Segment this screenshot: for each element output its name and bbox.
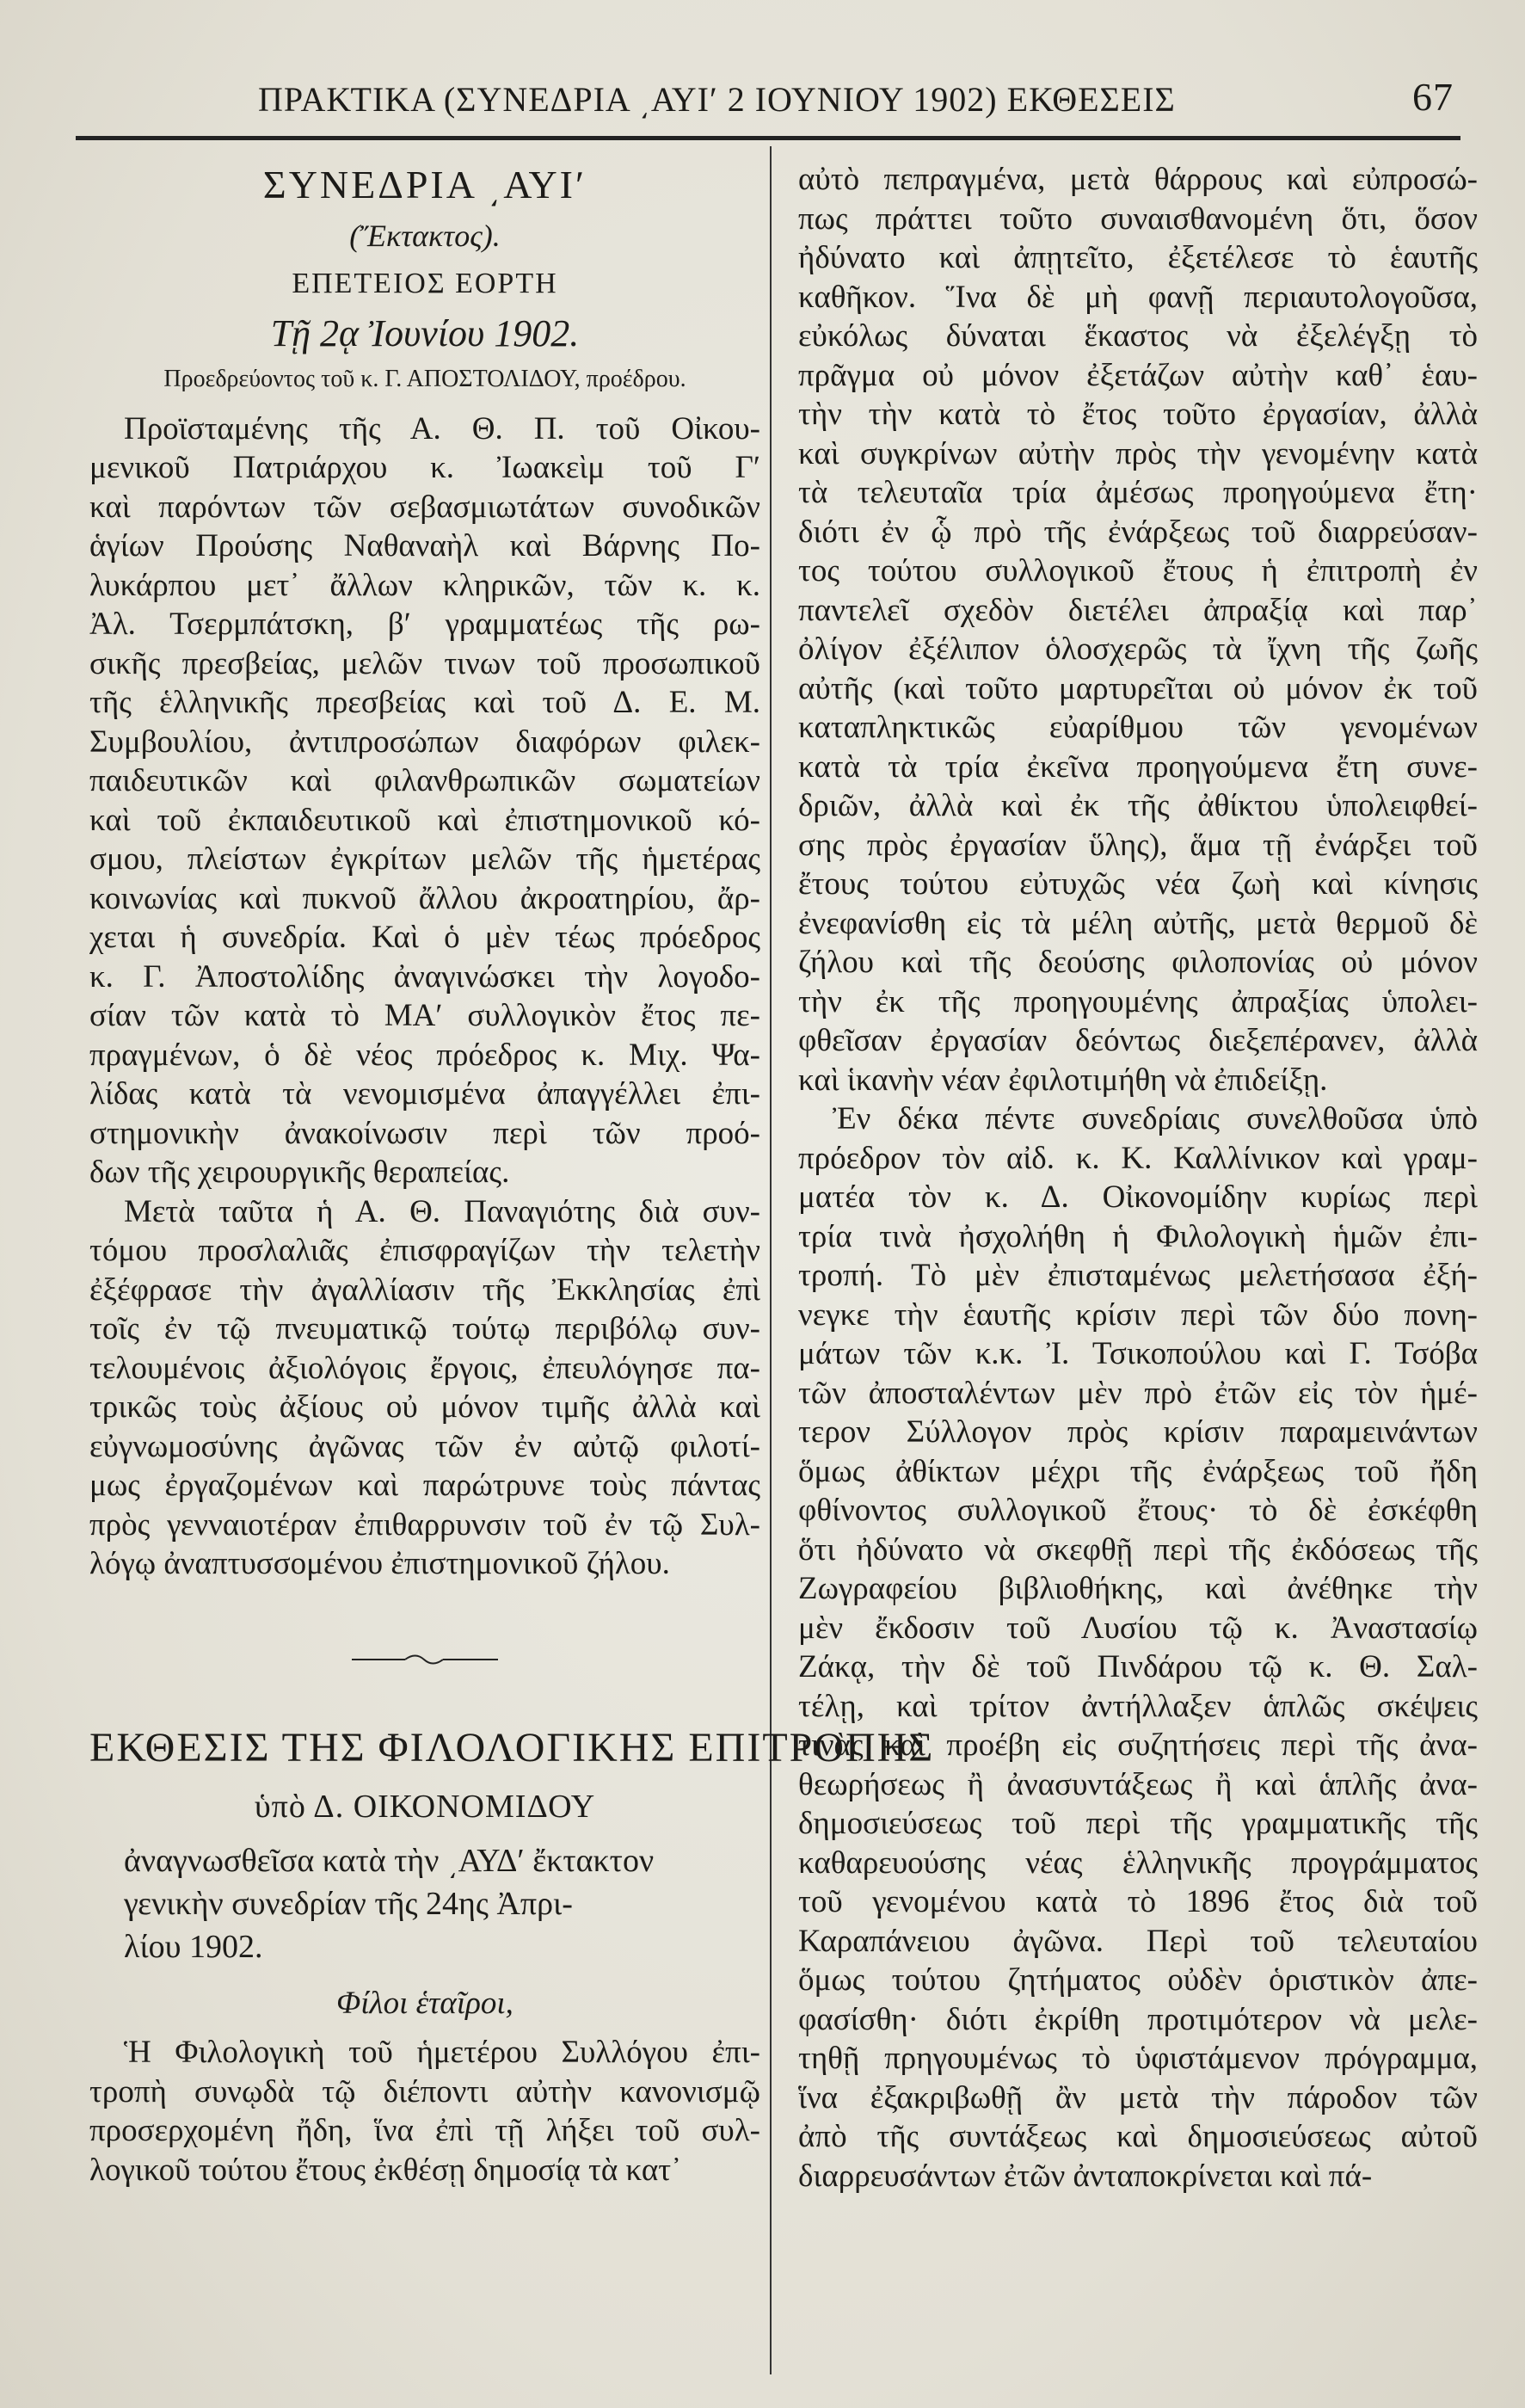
text-line: παντελεῖ σχεδὸν διετέλει ἀπραξίᾳ καὶ παρ᾿ [798, 592, 1478, 628]
report-read-note [89, 1839, 760, 1968]
text-line: πρὸς γενναιοτέραν ἐπιθαρρυνσιν τοῦ ἐν τῷ Συλ- [89, 1506, 760, 1543]
text-line: ματέα τὸν κ. Δ. Οἰκονομίδην κυρίως περὶ [798, 1179, 1478, 1215]
page-number: 67 [1412, 75, 1454, 119]
text-line: πρόεδρον τὸν αἰδ. κ. Κ. Καλλίνικον καὶ γραμ- [798, 1140, 1478, 1176]
text-line: ὅτι ἠδύνατο νὰ σκεφθῇ περὶ τῆς ἐκδόσεως τῆς [798, 1531, 1478, 1567]
text-line: καὶ παρόντων τῶν σεβασμιωτάτων συνοδικῶν [89, 489, 760, 525]
text-line: τέλῃ, καὶ τρίτον ἀντήλλαξεν ἁπλῶς σκέψεις [798, 1688, 1478, 1724]
text-line: Ἐν δέκα πέντε συνεδρίαις συνελθοῦσα ὑπὸ [833, 1101, 1478, 1136]
text-line: καὶ συγκρίνων αὐτὴν πρὸς τὴν γενομένην κατὰ [798, 435, 1478, 471]
header-rule [76, 136, 1460, 140]
text-line: τῆς ἑλληνικῆς πρεσβείας καὶ τοῦ Δ. Ε. Μ. [89, 685, 760, 720]
text-line: καὶ ἱκανὴν νέαν ἐφιλοτιμήθη νὰ ἐπιδείξῃ. [798, 1062, 1328, 1098]
read-note-line: ἀναγνωσθεῖσα κατὰ τὴν ͵ΑΥΔʹ ἔκτακτον [124, 1842, 655, 1879]
text-line: Ἀλ. Τσερμπάτσκη, βʹ γραμματέως τῆς ρω- [89, 607, 760, 642]
text-line: καθῆκον. Ἵνα δὲ μὴ φανῇ περιαυτολογοῦσα, [798, 279, 1478, 315]
text-line: ἀπὸ τῆς συντάξεως καὶ δημοσιεύσεως αὐτοῦ [798, 2119, 1478, 2154]
text-line: τόμου προσλαλιᾶς ἐπισφραγίζων τὴν τελετὴν [89, 1233, 760, 1268]
text-line: Καραπάνειου ἀγῶνα. Περὶ τοῦ τελευταίου [798, 1923, 1478, 1959]
text-line: τρικῶς τοὺς ἀξίους οὐ μόνον τιμῆς ἀλλὰ καὶ [89, 1389, 760, 1425]
text-line: τροπὴ συνῳδὰ τῷ διέποντι αὐτὴν κανονισμῷ [89, 2073, 760, 2109]
right-column [798, 160, 1478, 2196]
text-line: ὀλίγον ἐξέλιπον ὁλοσχερῶς τὰ ἴχνη τῆς ζωῆς [798, 631, 1478, 667]
text-line: τοῦ γενομένου κατὰ τὸ 1896 ἔτος διὰ τοῦ [798, 1884, 1478, 1919]
text-line: τὴν τὴν κατὰ τὸ ἔτος τοῦτο ἐργασίαν, ἀλλὰ [798, 397, 1478, 432]
text-line: στημονικὴν ἀνακοίνωσιν περὶ τῶν προό- [89, 1115, 760, 1151]
session-title: ΣΥΝΕΔΡΙΑ ͵ΑΥΙʹ [262, 163, 587, 206]
report-body [89, 2033, 760, 2189]
text-line: ἵνα ἐξακριβωθῇ ἂν μετὰ τὴν πάροδον τῶν [798, 2079, 1478, 2115]
session-feast: ΕΠΕΤΕΙΟΣ ΕΟΡΤΗ [292, 268, 558, 299]
report-author: ὑπὸ Δ. ΟΙΚΟΝΟΜΙΔΟΥ [254, 1789, 596, 1825]
text-line: καθαρευούσης νέας ἑλληνικῆς προγράμματος [798, 1844, 1478, 1881]
text-line: τὰ τελευταῖα τρία ἀμέσως προηγούμενα ἔτη· [798, 475, 1478, 510]
text-line: ὅμως τούτου ζητήματος οὐδὲν ὁριστικὸν ἀπε- [798, 1962, 1478, 1998]
text-line: κοινωνίας καὶ πυκνοῦ ἄλλου ἀκροατηρίου, ἄρ- [89, 880, 760, 916]
text-line: προσερχομένη ἤδη, ἵνα ἐπὶ τῇ λήξει τοῦ συλ- [89, 2113, 760, 2148]
text-line: ἠδύνατο καὶ ἀπῃτεῖτο, ἐξετέλεσε τὸ ἑαυτῆς [798, 240, 1478, 275]
text-line: Ζωγραφείου βιβλιοθήκης, καὶ ἀνέθηκε τὴν [798, 1571, 1478, 1606]
text-line: Ζάκᾳ, τὴν δὲ τοῦ Πινδάρου τῷ κ. Θ. Σαλ- [798, 1649, 1478, 1684]
text-line: καταπληκτικῶς εὐαρίθμου τῶν γενομένων [798, 710, 1478, 745]
text-line: λίδας κατὰ τὰ νενομισμένα ἀπαγγέλλει ἐπι- [89, 1076, 760, 1112]
text-line: τροπή. Τὸ μὲν ἐπισταμένως μελετήσασα ἐξή- [798, 1258, 1478, 1293]
presiding-line: Προεδρεύοντος τοῦ κ. Γ. ΑΠΟΣΤΟΛΙΔΟΥ, προέδρου. [163, 366, 686, 392]
text-line: παιδευτικῶν καὶ φιλανθρωπικῶν σωματείων [89, 763, 760, 798]
text-line: χεται ἡ συνεδρία. Καὶ ὁ μὲν τέως πρόεδρος [89, 920, 760, 955]
running-header [258, 74, 1471, 134]
text-line: ζήλου καὶ τῆς δεούσης φιλοπονίας οὐ μόνον [798, 945, 1478, 980]
text-line: μενικοῦ Πατριάρχου κ. Ἰωακεὶμ τοῦ Γʹ [89, 450, 760, 485]
text-line: Μετὰ ταῦτα ἡ Α. Θ. Παναγιότης διὰ συν- [124, 1193, 760, 1229]
text-line: τὴν ἐκ τῆς προηγουμένης ἀπραξίας ὑπολει- [798, 983, 1478, 1019]
text-line: αὐτῆς (καὶ τοῦτο μαρτυρεῖται οὐ μόνον ἐκ τοῦ [798, 670, 1478, 706]
text-line: ἔτους τούτου εὐτυχῶς νέα ζωὴ καὶ κίνησις [798, 866, 1478, 902]
text-line: νεγκε τὴν ἑαυτῆς κρίσιν περὶ τῶν δύο πονη- [798, 1296, 1478, 1333]
salutation: Φίλοι ἑταῖροι, [336, 1985, 513, 2021]
text-line: φθίνοντος συλλογικοῦ ἔτους· τὸ δὲ ἐσκέφθη [798, 1493, 1478, 1528]
text-line: εὐγνωμοσύνης ἀγῶνας τῶν ἐν αὐτῷ φιλοτί- [89, 1428, 760, 1464]
text-line: τρία τινὰ ἠσχολήθη ἡ Φιλολογικὴ ἡμῶν ἐπι- [798, 1218, 1478, 1254]
session-date: Τῇ 2ᾳ Ἰουνίου 1902. [270, 311, 580, 354]
text-line: τῶν ἀποσταλέντων μὲν πρὸ ἐτῶν εἰς τὸν ἡμέ- [798, 1375, 1478, 1411]
text-line: διαρρευσάντων ἐτῶν ἀνταποκρίνεται καὶ πά- [798, 2158, 1373, 2194]
text-line: ἐνεφανίσθη εἰς τὰ μέλη αὐτῆς, μετὰ θερμοῦ δὲ [798, 905, 1478, 941]
text-line: φθεῖσαν ἐργασίαν δεόντως διεξεπέρανεν, ἀλλὰ [798, 1023, 1478, 1058]
text-line: Προϊσταμένης τῆς Α. Θ. Π. τοῦ Οἰκου- [124, 410, 760, 446]
text-line: μὲν ἔκδοσιν τοῦ Λυσίου τῷ κ. Ἀναστασίῳ [798, 1610, 1478, 1646]
text-line: πραγμένων, ὁ δὲ νέος πρόεδρος κ. Μιχ. Ψα- [89, 1037, 760, 1073]
text-line: εὐκόλως δύναται ἕκαστος νὰ ἐξελέγξῃ τὸ [798, 318, 1478, 354]
read-note-line: λίου 1902. [124, 1928, 263, 1965]
text-line: καὶ τοῦ ἐκπαιδευτικοῦ καὶ ἐπιστημονικοῦ κό- [89, 802, 760, 838]
text-line: λόγῳ ἀναπτυσσομένου ἐπιστημονικοῦ ζήλου. [89, 1546, 670, 1581]
text-line: δημοσιεύσεως τοῦ περὶ τῆς γραμματικῆς τῆς [798, 1806, 1478, 1841]
text-line: δων τῆς χειρουργικῆς θεραπείας. [89, 1155, 510, 1190]
section-ornament [89, 1651, 760, 1668]
text-line: σης πρὸς ἐργασίαν ὕλης), ἅμα τῇ ἐνάρξει τοῦ [798, 827, 1478, 863]
text-line: ἁγίων Προύσης Ναθαναὴλ καὶ Βάρνης Πο- [89, 528, 760, 564]
session-subtitle: (Ἔκτακτος). [349, 218, 501, 253]
text-line: σίαν τῶν κατὰ τὸ ΜΑʹ συλλογικὸν ἔτος πε- [89, 998, 760, 1033]
text-line: ἐξέφρασε τὴν ἀγαλλίασιν τῆς Ἐκκλησίας ἐπὶ [89, 1272, 760, 1308]
report-title: ΕΚΘΕΣΙΣ ΤΗΣ ΦΙΛΟΛΟΓΙΚΗΣ ΕΠΙΤΡΟΠΗΣ [89, 1724, 935, 1771]
text-line: Συμβουλίου, ἀντιπροσώπων διαφόρων φιλεκ- [89, 724, 760, 760]
text-line: τος τούτου συλλογικοῦ ἔτους ἡ ἐπιτροπὴ ἐν [798, 553, 1478, 588]
text-line: πως πράττει τοῦτο συναισθανομένη ὅτι, ὅσον [798, 200, 1478, 237]
text-line: τελουμένοις ἀξιολόγοις ἔργοις, ἐπευλόγησε πα- [89, 1350, 760, 1386]
text-line: πρᾶγμα οὐ μόνον ἐξετάζων αὐτὴν καθ᾿ ἑαυ- [798, 357, 1478, 393]
text-line: διότι ἐν ᾧ πρὸ τῆς ἐνάρξεως τοῦ διαρρεύσαν- [798, 514, 1478, 550]
text-line: τοῖς ἐν τῷ πνευματικῷ τούτῳ περιβόλῳ συν- [89, 1311, 760, 1346]
text-line: σμου, πλείστων ἐγκρίτων μελῶν τῆς ἡμετέρας [89, 841, 760, 877]
text-line: κατὰ τὰ τρία ἐκεῖνα προηγούμενα ἔτη συνε- [798, 748, 1478, 785]
text-line: κ. Γ. Ἀποστολίδης ἀναγινώσκει τὴν λογοδο- [89, 958, 760, 995]
text-line: τινὰς καὶ προέβη εἰς συζητήσεις περὶ τῆς ἀνα- [798, 1727, 1478, 1763]
text-line: μάτων τῶν κ.κ. Ἰ. Τσικοπούλου καὶ Γ. Τσόβα [798, 1336, 1478, 1371]
text-line: λυκάρπου μετ᾿ ἄλλων κληρικῶν, τῶν κ. κ. [89, 567, 760, 603]
text-line: ὅμως ἀθίκτων μέχρι τῆς ἐνάρξεως τοῦ ἤδη [798, 1453, 1478, 1489]
text-line: λογικοῦ τούτου ἔτους ἐκθέσῃ δημοσίᾳ τὰ κατ᾿ [89, 2152, 682, 2188]
column-divider [770, 146, 772, 2374]
text-line: αὐτὸ πεπραγμένα, μετὰ θάρρους καὶ εὐπροσώ- [798, 162, 1478, 197]
text-line: σικῆς πρεσβείας, μελῶν τινων τοῦ προσωπικοῦ [89, 645, 760, 681]
text-line: θεωρήσεως ἢ ἀνασυντάξεως ἢ καὶ ἁπλῆς ἀνα- [798, 1766, 1478, 1802]
session-minutes [89, 410, 760, 1584]
text-line: τερον Σύλλογον πρὸς κρίσιν παραμεινάντων [798, 1414, 1478, 1450]
text-line: μως ἐργαζομένων καὶ παρώτρυνε τοὺς πάντας [89, 1468, 760, 1503]
read-note-line: γενικὴν συνεδρίαν τῆς 24ης Ἀπρι- [124, 1885, 573, 1922]
text-line: δριῶν, ἀλλὰ καὶ ἐκ τῆς ἀθίκτου ὑπολειφθεί- [798, 788, 1478, 823]
left-column [89, 160, 935, 2189]
text-line: Ἡ Φιλολογικὴ τοῦ ἡμετέρου Συλλόγου ἐπι- [124, 2035, 760, 2070]
text-line: φασίσθη· διότι ἐκρίθη προτιμότερον νὰ μελε- [798, 2001, 1478, 2037]
running-title: ΠΡΑΚΤΙΚΑ (ΣΥΝΕΔΡΙΑ ͵ΑΥΙʹ 2 ΙΟΥΝΙΟΥ 1902) ΕΚΘΕΣΕΙΣ [258, 80, 1176, 119]
text-line: τηθῇ πρηγουμένως τὸ ὑφιστάμενον πρόγραμμα, [798, 2041, 1478, 2076]
